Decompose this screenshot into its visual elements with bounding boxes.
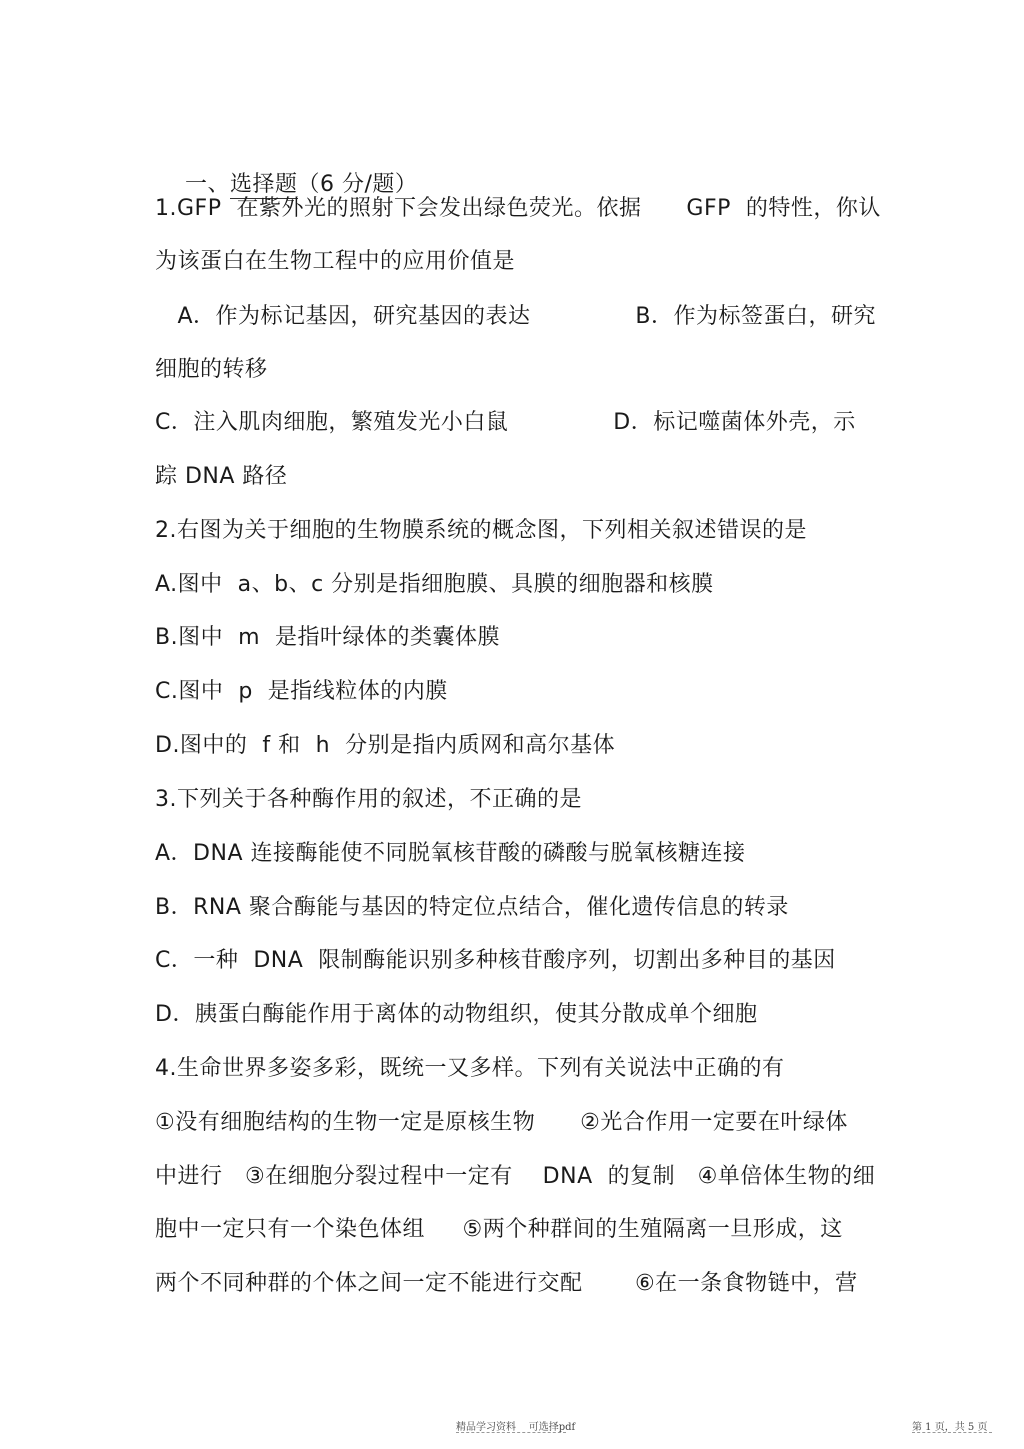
text-line: 胞中一定只有一个染色体组 ⑤两个种群间的生殖隔离一旦形成，这 <box>155 1217 843 1242</box>
question-3: 3.下列关于各种酶作用的叙述，不正确的是 <box>155 787 582 812</box>
section-prefix: 一、 <box>184 172 230 197</box>
text-line: ①没有细胞结构的生物一定是原核生物 ②光合作用一定要在叶绿体 <box>155 1110 848 1135</box>
footer-left-divider <box>456 1432 566 1433</box>
text-line: 两个不同种群的个体之间一定不能进行交配 ⑥在一条食物链中，营 <box>155 1271 858 1296</box>
section-title-underlined: 选择题 <box>230 172 298 197</box>
option-line: B.图中 m 是指叶绿体的类囊体膜 <box>155 625 500 650</box>
text-line: 踪 DNA 路径 <box>155 464 288 489</box>
text-line: A．作为标记基因，研究基因的表达 B．作为标签蛋白，研究 <box>155 304 877 329</box>
question-2: 2.右图为关于细胞的生物膜系统的概念图，下列相关叙述错误的是 <box>155 518 807 543</box>
question-4: 4.生命世界多姿多彩，既统一又多样。下列有关说法中正确的有 <box>155 1056 785 1081</box>
footer-right-divider <box>912 1432 992 1433</box>
option-line: D．胰蛋白酶能作用于离体的动物组织，使其分散成单个细胞 <box>155 1002 758 1027</box>
text-line: 为该蛋白在生物工程中的应用价值是 <box>155 249 516 274</box>
footer-left-text: 精品学习资料 可选择pdf <box>456 1422 576 1433</box>
option-line: B．RNA 聚合酶能与基因的特定位点结合，催化遗传信息的转录 <box>155 895 789 920</box>
page-number: 第 1 页，共 5 页 <box>912 1422 988 1433</box>
option-line: D.图中的 f 和 h 分别是指内质网和高尔基体 <box>155 733 616 758</box>
option-line: A.图中 a、b、c 分别是指细胞膜、具膜的细胞器和核膜 <box>155 572 714 597</box>
text-line: C．注入肌肉细胞，繁殖发光小白鼠 D．标记噬菌体外壳，示 <box>155 410 856 435</box>
option-line: A．DNA 连接酶能使不同脱氧核苷酸的磷酸与脱氧核糖连接 <box>155 841 746 866</box>
option-line: C.图中 p 是指线粒体的内膜 <box>155 679 448 704</box>
option-line: C．一种 DNA 限制酶能识别多种核苷酸序列，切割出多种目的基因 <box>155 948 836 973</box>
text-line: 中进行 ③在细胞分裂过程中一定有 DNA 的复制 ④单倍体生物的细 <box>155 1164 876 1189</box>
text-line: 1.GFP 在紫外光的照射下会发出绿色荧光。依据 GFP 的特性，你认 <box>155 196 881 221</box>
text-line: 细胞的转移 <box>155 357 268 382</box>
section-suffix: （6 分/题） <box>297 172 418 197</box>
